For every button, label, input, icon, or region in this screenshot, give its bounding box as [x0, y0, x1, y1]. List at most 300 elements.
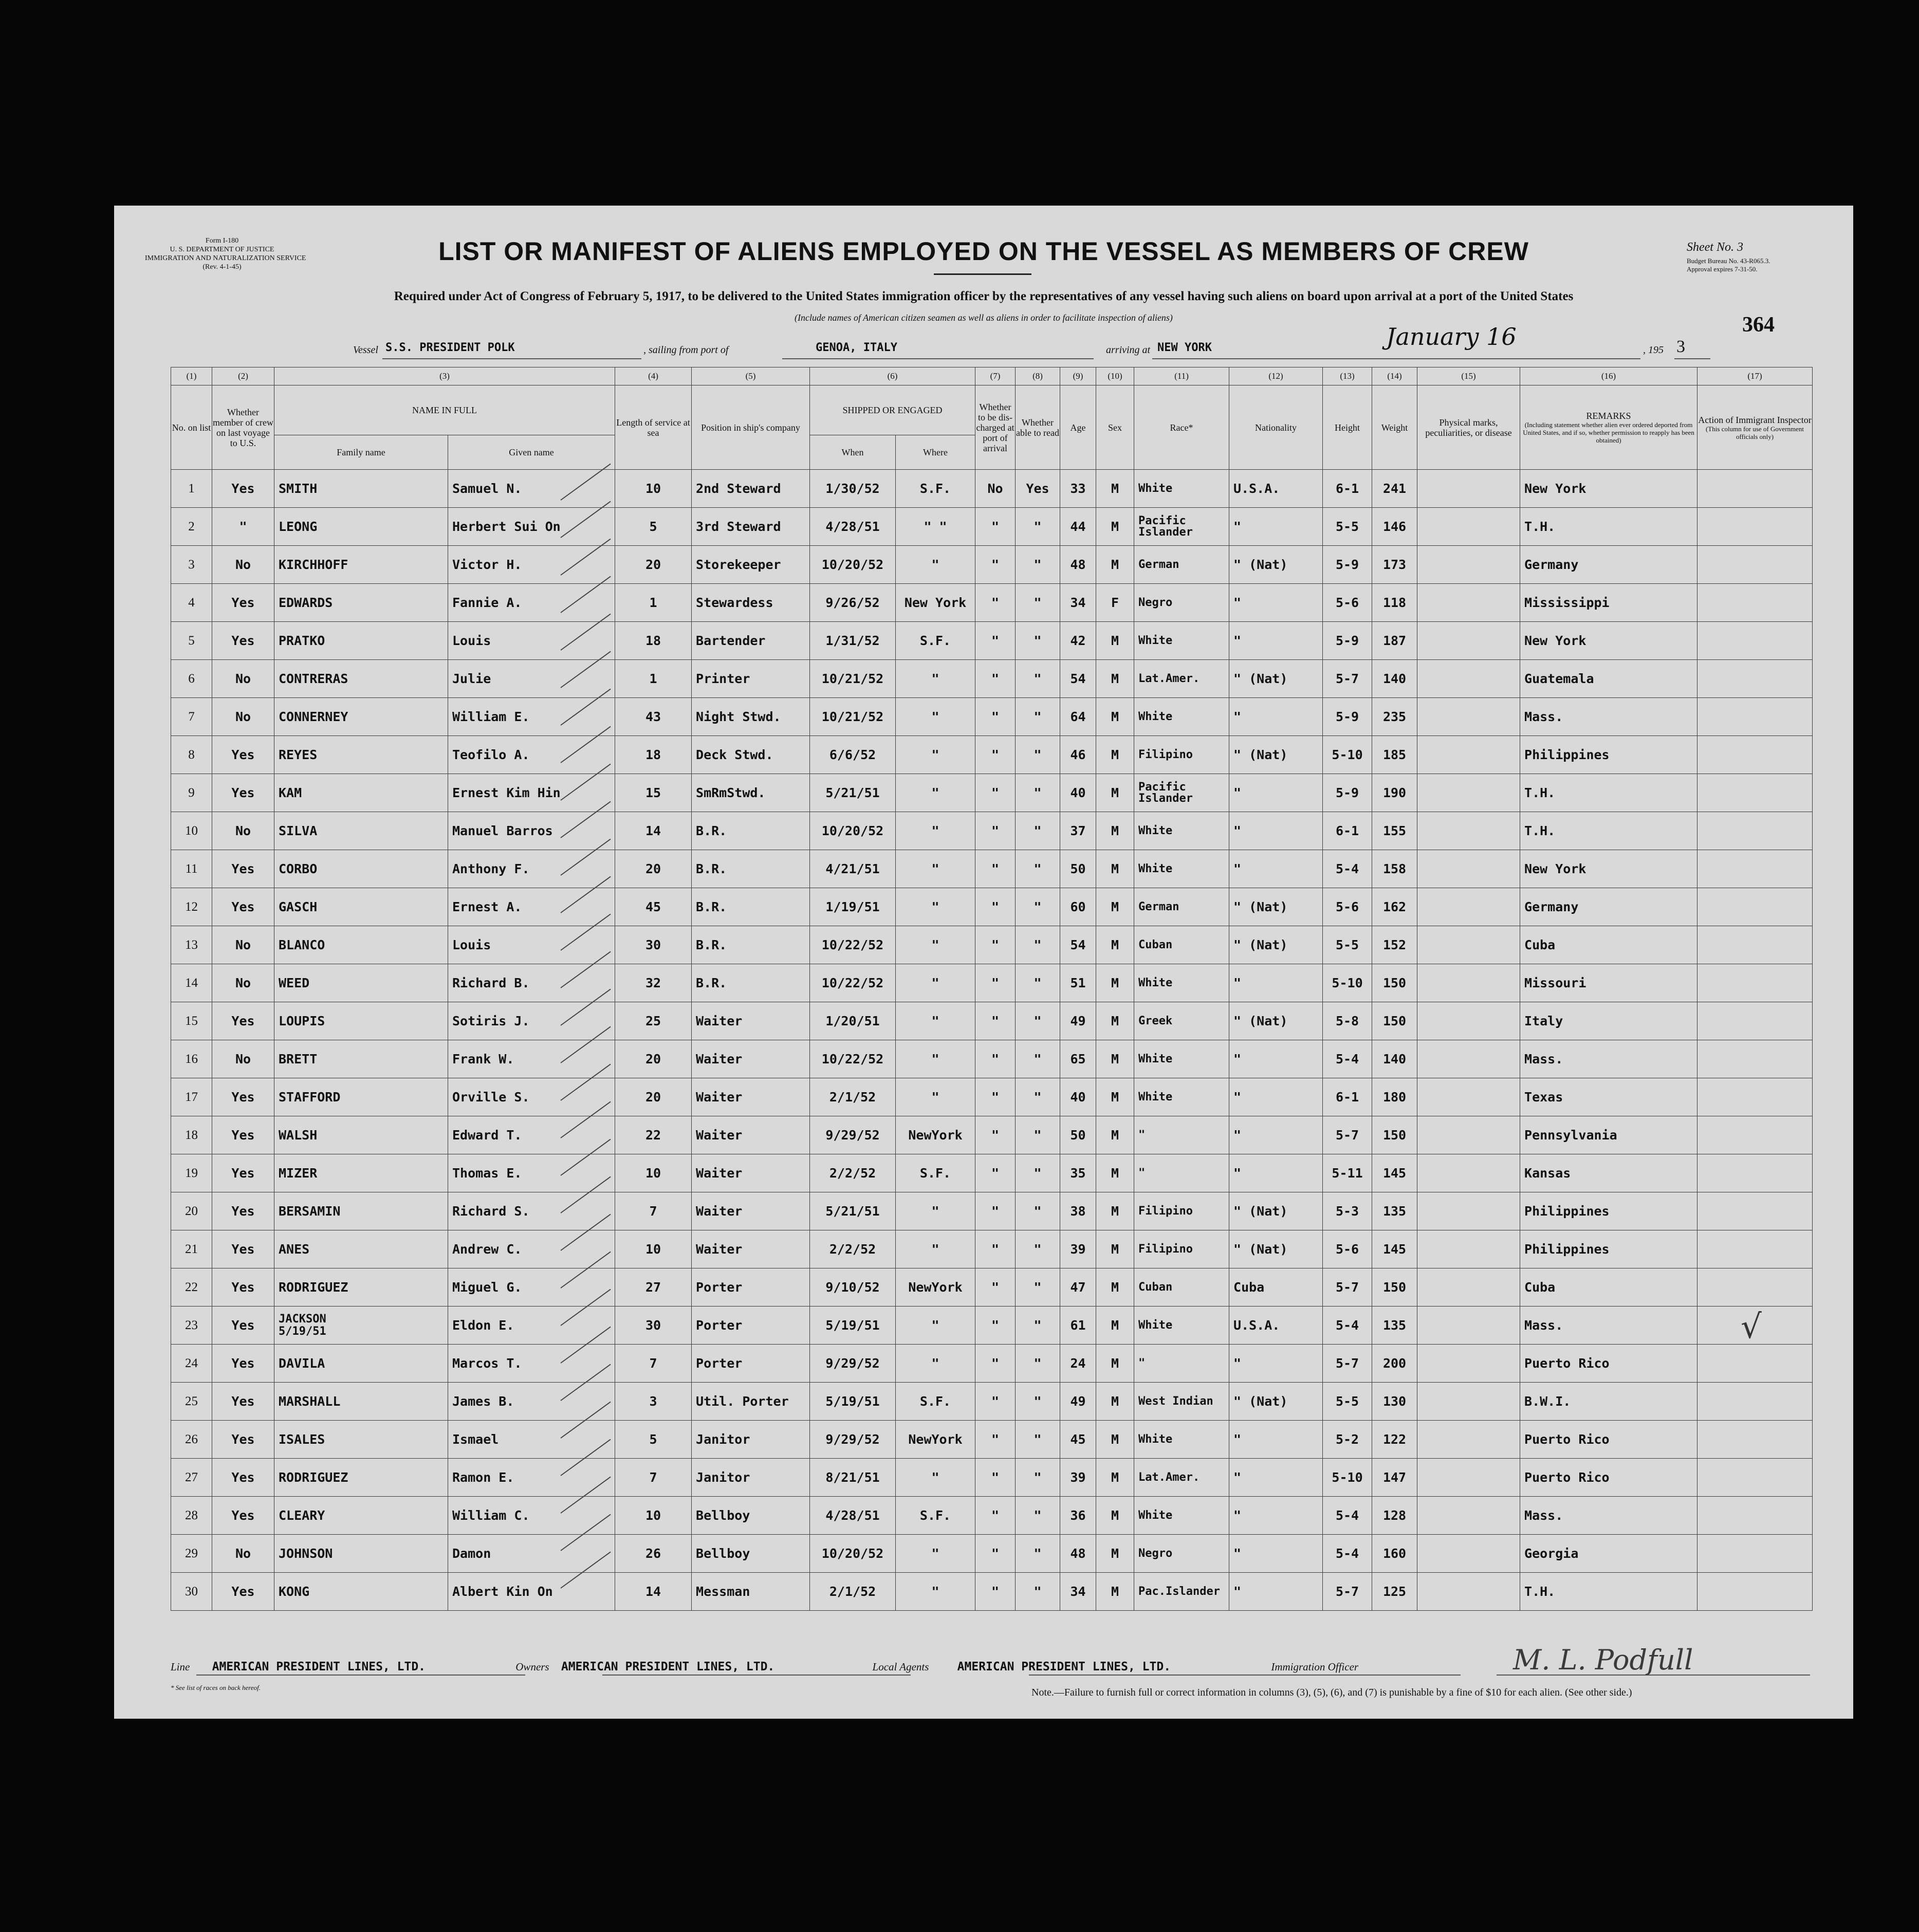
crew-manifest-table: [171, 367, 1813, 1611]
table-row: [171, 1192, 1813, 1230]
cell-nationality: " (Nat): [1229, 660, 1323, 698]
cell-able-to-read: ": [1016, 622, 1060, 660]
cell-given-name: Marcos T.: [448, 1345, 615, 1383]
cell-age: 65: [1060, 1040, 1096, 1078]
cell-given-name: Andrew C.: [448, 1230, 615, 1268]
cell-member-last-voyage: Yes: [212, 736, 274, 774]
cell-physical-marks: [1417, 812, 1520, 850]
cell-race: Filipino: [1134, 1192, 1229, 1230]
cell-remarks: Philippines: [1520, 1230, 1697, 1268]
cell-physical-marks: [1417, 1497, 1520, 1535]
cell-height: 5-2: [1323, 1421, 1372, 1459]
cell-shipped-where: ": [896, 812, 975, 850]
column-number-row: [171, 367, 1813, 385]
cell-weight: 140: [1372, 660, 1417, 698]
cell-length-of-service: 1: [615, 584, 692, 622]
cell-shipped-where: NewYork: [896, 1116, 975, 1154]
cell-member-last-voyage: Yes: [212, 1497, 274, 1535]
cell-height: 5-9: [1323, 546, 1372, 584]
table-row: [171, 1383, 1813, 1421]
cell-given-name: Louis: [448, 926, 615, 964]
cell-discharged: ": [975, 1307, 1016, 1345]
cell-shipped-where: ": [896, 1230, 975, 1268]
cell-discharged: ": [975, 1040, 1016, 1078]
cell-shipped-where: ": [896, 1078, 975, 1116]
cell-position: Messman: [692, 1573, 810, 1611]
cell-able-to-read: ": [1016, 1383, 1060, 1421]
cell-discharged: ": [975, 926, 1016, 964]
cell-position: B.R.: [692, 888, 810, 926]
cell-length-of-service: 20: [615, 1078, 692, 1116]
cell-family-name: KAM: [274, 774, 448, 812]
cell-member-last-voyage: Yes: [212, 1268, 274, 1307]
cell-weight: 150: [1372, 1268, 1417, 1307]
cell-discharged: No: [975, 470, 1016, 508]
cell-physical-marks: [1417, 1040, 1520, 1078]
cell-nationality: " (Nat): [1229, 888, 1323, 926]
cell-nationality: ": [1229, 584, 1323, 622]
cell-able-to-read: Yes: [1016, 470, 1060, 508]
cell-row-number: 6: [171, 660, 212, 698]
cell-row-number: 9: [171, 774, 212, 812]
cell-inspector-action: [1697, 888, 1813, 926]
cell-shipped-when: 1/19/51: [810, 888, 896, 926]
cell-shipped-where: S.F.: [896, 470, 975, 508]
cell-position: B.R.: [692, 850, 810, 888]
cell-race: Filipino: [1134, 1230, 1229, 1268]
cell-given-name: Orville S.: [448, 1078, 615, 1116]
cell-sex: M: [1096, 736, 1134, 774]
cell-sex: M: [1096, 1040, 1134, 1078]
table-row: [171, 964, 1813, 1002]
cell-member-last-voyage: No: [212, 698, 274, 736]
cell-position: Porter: [692, 1307, 810, 1345]
cell-discharged: ": [975, 850, 1016, 888]
header-remarks: [1520, 385, 1697, 470]
cell-sex: M: [1096, 1192, 1134, 1230]
table-row: [171, 1421, 1813, 1459]
cell-nationality: ": [1229, 1535, 1323, 1573]
cell-position: Waiter: [692, 1192, 810, 1230]
cell-race: White: [1134, 812, 1229, 850]
cell-length-of-service: 32: [615, 964, 692, 1002]
cell-sex: F: [1096, 584, 1134, 622]
cell-member-last-voyage: Yes: [212, 1421, 274, 1459]
table-row: [171, 584, 1813, 622]
cell-family-name: [274, 1307, 448, 1345]
cell-given-name: William C.: [448, 1497, 615, 1535]
cell-shipped-when: 10/20/52: [810, 812, 896, 850]
cell-shipped-where: ": [896, 1307, 975, 1345]
cell-length-of-service: 30: [615, 926, 692, 964]
cell-sex: M: [1096, 1421, 1134, 1459]
cell-nationality: " (Nat): [1229, 926, 1323, 964]
cell-row-number: 22: [171, 1268, 212, 1307]
cell-nationality: U.S.A.: [1229, 1307, 1323, 1345]
cell-sex: M: [1096, 622, 1134, 660]
cell-family-name: JOHNSON: [274, 1535, 448, 1573]
cell-height: 5-7: [1323, 1116, 1372, 1154]
cell-row-number: 17: [171, 1078, 212, 1116]
cell-inspector-action: [1697, 964, 1813, 1002]
cell-nationality: ": [1229, 964, 1323, 1002]
cell-length-of-service: 7: [615, 1192, 692, 1230]
cell-shipped-when: 10/20/52: [810, 546, 896, 584]
cell-sex: M: [1096, 812, 1134, 850]
form-identifier: Form I-180 U. S. DEPARTMENT OF JUSTICE IMMIGRATION AND NATURALIZATION SERVICE (Rev. 4-1-45): [145, 237, 306, 271]
cell-shipped-where: S.F.: [896, 1154, 975, 1192]
cell-family-name: MARSHALL: [274, 1383, 448, 1421]
page-title: LIST OR MANIFEST OF ALIENS EMPLOYED ON THE VESSEL AS MEMBERS OF CREW: [438, 237, 1529, 266]
cell-given-name: Julie: [448, 660, 615, 698]
cell-discharged: ": [975, 888, 1016, 926]
cell-height: 5-3: [1323, 1192, 1372, 1230]
cell-shipped-when: 1/20/51: [810, 1002, 896, 1040]
cell-position: Waiter: [692, 1002, 810, 1040]
cell-physical-marks: [1417, 850, 1520, 888]
cell-sex: M: [1096, 1268, 1134, 1307]
header-sex: Sex: [1096, 385, 1134, 470]
col-num: (14): [1372, 367, 1417, 385]
cell-shipped-when: 9/29/52: [810, 1421, 896, 1459]
cell-sex: M: [1096, 926, 1134, 964]
cell-shipped-where: S.F.: [896, 1383, 975, 1421]
sheet-label: Sheet No.: [1687, 241, 1734, 254]
cell-shipped-where: ": [896, 1573, 975, 1611]
cell-remarks: Puerto Rico: [1520, 1459, 1697, 1497]
cell-sex: M: [1096, 546, 1134, 584]
cell-row-number: 2: [171, 508, 212, 546]
cell-race: White: [1134, 1497, 1229, 1535]
cell-weight: 152: [1372, 926, 1417, 964]
cell-given-name: Fannie A.: [448, 584, 615, 622]
header-discharged: Whether to be dis-charged at port of arrival: [975, 385, 1016, 470]
cell-height: 5-4: [1323, 1497, 1372, 1535]
cell-position: Waiter: [692, 1078, 810, 1116]
table-row: [171, 1497, 1813, 1535]
header-shipped-engaged: SHIPPED OR ENGAGED: [810, 385, 975, 435]
cell-inspector-action: [1697, 850, 1813, 888]
cell-weight: 135: [1372, 1192, 1417, 1230]
cell-remarks: Kansas: [1520, 1154, 1697, 1192]
sailing-label: , sailing from port of: [643, 344, 729, 356]
cell-height: 6-1: [1323, 812, 1372, 850]
cell-shipped-where: ": [896, 546, 975, 584]
cell-length-of-service: 18: [615, 736, 692, 774]
cell-inspector-action: [1697, 470, 1813, 508]
cell-nationality: ": [1229, 1040, 1323, 1078]
cell-weight: 140: [1372, 1040, 1417, 1078]
cell-nationality: " (Nat): [1229, 736, 1323, 774]
table-row: [171, 850, 1813, 888]
cell-discharged: ": [975, 1230, 1016, 1268]
cell-able-to-read: ": [1016, 1573, 1060, 1611]
cell-remarks: Philippines: [1520, 1192, 1697, 1230]
cell-inspector-action: [1697, 1535, 1813, 1573]
table-row: [171, 1230, 1813, 1268]
cell-shipped-where: New York: [896, 584, 975, 622]
cell-race: Negro: [1134, 584, 1229, 622]
cell-sex: M: [1096, 1230, 1134, 1268]
cell-sex: M: [1096, 1002, 1134, 1040]
cell-weight: 118: [1372, 584, 1417, 622]
cell-age: 48: [1060, 1535, 1096, 1573]
table-row: [171, 736, 1813, 774]
cell-given-name: Teofilo A.: [448, 736, 615, 774]
cell-age: 64: [1060, 698, 1096, 736]
cell-sex: M: [1096, 1307, 1134, 1345]
cell-inspector-action: [1697, 698, 1813, 736]
cell-race: Greek: [1134, 1002, 1229, 1040]
year-label: , 195: [1643, 344, 1664, 356]
line-label: Line: [171, 1661, 190, 1673]
cell-able-to-read: ": [1016, 1497, 1060, 1535]
cell-height: 5-4: [1323, 850, 1372, 888]
cell-given-name: William E.: [448, 698, 615, 736]
cell-height: 5-4: [1323, 1307, 1372, 1345]
check-mark-icon: √: [1741, 1308, 1762, 1346]
cell-physical-marks: [1417, 1345, 1520, 1383]
agents-value: AMERICAN PRESIDENT LINES, LTD.: [957, 1660, 1171, 1673]
cell-able-to-read: ": [1016, 1459, 1060, 1497]
cell-physical-marks: [1417, 774, 1520, 812]
cell-discharged: ": [975, 1459, 1016, 1497]
cell-age: 35: [1060, 1154, 1096, 1192]
cell-shipped-where: ": [896, 660, 975, 698]
cell-discharged: ": [975, 622, 1016, 660]
cell-inspector-action: [1697, 1078, 1813, 1116]
cell-member-last-voyage: Yes: [212, 1002, 274, 1040]
table-row: [171, 622, 1813, 660]
cell-physical-marks: [1417, 660, 1520, 698]
table-row: [171, 1573, 1813, 1611]
arriving-port: NEW YORK: [1157, 341, 1212, 354]
cell-shipped-when: 10/22/52: [810, 926, 896, 964]
cell-row-number: 29: [171, 1535, 212, 1573]
action-title: Action of Immigrant Inspector: [1698, 414, 1812, 425]
cell-remarks: Puerto Rico: [1520, 1421, 1697, 1459]
table-row: [171, 1307, 1813, 1345]
cell-age: 44: [1060, 508, 1096, 546]
subtitle: Required under Act of Congress of February 5, 1917, to be delivered to the United States immigration officer by the representatives of any vessel having such aliens on board upon arrival at a port of the United States: [394, 289, 1574, 303]
line-value: AMERICAN PRESIDENT LINES, LTD.: [212, 1660, 426, 1673]
cell-sex: M: [1096, 1459, 1134, 1497]
cell-family-name: REYES: [274, 736, 448, 774]
cell-member-last-voyage: Yes: [212, 1459, 274, 1497]
cell-remarks: T.H.: [1520, 774, 1697, 812]
cell-sex: M: [1096, 1497, 1134, 1535]
cell-shipped-when: 5/19/51: [810, 1383, 896, 1421]
cell-age: 42: [1060, 622, 1096, 660]
cell-shipped-where: ": [896, 1535, 975, 1573]
cell-nationality: ": [1229, 1154, 1323, 1192]
cell-family-name: CONTRERAS: [274, 660, 448, 698]
cell-age: 48: [1060, 546, 1096, 584]
cell-length-of-service: 27: [615, 1268, 692, 1307]
cell-length-of-service: 25: [615, 1002, 692, 1040]
cell-height: 5-11: [1323, 1154, 1372, 1192]
cell-family-name: SILVA: [274, 812, 448, 850]
cell-physical-marks: [1417, 888, 1520, 926]
cell-discharged: ": [975, 546, 1016, 584]
cell-member-last-voyage: ": [212, 508, 274, 546]
cell-given-name: Richard S.: [448, 1192, 615, 1230]
table-row: [171, 1268, 1813, 1307]
cell-weight: 200: [1372, 1345, 1417, 1383]
cell-nationality: ": [1229, 1345, 1323, 1383]
cell-shipped-where: ": [896, 1040, 975, 1078]
cell-able-to-read: ": [1016, 1535, 1060, 1573]
cell-discharged: ": [975, 812, 1016, 850]
officer-label: Immigration Officer: [1271, 1661, 1359, 1673]
cell-inspector-action: [1697, 1573, 1813, 1611]
cell-age: 49: [1060, 1002, 1096, 1040]
cell-position: Storekeeper: [692, 546, 810, 584]
cell-age: 61: [1060, 1307, 1096, 1345]
cell-shipped-where: ": [896, 1345, 975, 1383]
cell-position: B.R.: [692, 812, 810, 850]
cell-family-name: ISALES: [274, 1421, 448, 1459]
cell-height: 5-10: [1323, 736, 1372, 774]
cell-weight: 185: [1372, 736, 1417, 774]
cell-inspector-action: [1697, 546, 1813, 584]
cell-height: 6-1: [1323, 470, 1372, 508]
cell-position: Night Stwd.: [692, 698, 810, 736]
cell-nationality: ": [1229, 1078, 1323, 1116]
cell-length-of-service: 30: [615, 1307, 692, 1345]
cell-sex: M: [1096, 1078, 1134, 1116]
cell-family-name: WEED: [274, 964, 448, 1002]
cell-age: 24: [1060, 1345, 1096, 1383]
cell-shipped-when: 4/28/51: [810, 1497, 896, 1535]
cell-weight: 180: [1372, 1078, 1417, 1116]
cell-discharged: ": [975, 698, 1016, 736]
cell-position: Stewardess: [692, 584, 810, 622]
table-row: [171, 508, 1813, 546]
officer-signature: M. L. Podfull: [1513, 1644, 1693, 1676]
cell-position: Util. Porter: [692, 1383, 810, 1421]
cell-sex: M: [1096, 470, 1134, 508]
cell-inspector-action: [1697, 774, 1813, 812]
header-physical-marks: Physical marks, peculiarities, or disease: [1417, 385, 1520, 470]
table-row: [171, 774, 1813, 812]
cell-inspector-action: [1697, 1154, 1813, 1192]
cell-shipped-where: ": [896, 1002, 975, 1040]
cell-able-to-read: ": [1016, 1002, 1060, 1040]
cell-race: ": [1134, 1116, 1229, 1154]
cell-family-name: RODRIGUEZ: [274, 1459, 448, 1497]
cell-family-name: GASCH: [274, 888, 448, 926]
cell-row-number: 12: [171, 888, 212, 926]
cell-length-of-service: 20: [615, 546, 692, 584]
cell-height: 5-10: [1323, 1459, 1372, 1497]
cell-age: 39: [1060, 1230, 1096, 1268]
cell-position: Deck Stwd.: [692, 736, 810, 774]
cell-inspector-action: [1697, 1421, 1813, 1459]
cell-age: 37: [1060, 812, 1096, 850]
cell-age: 49: [1060, 1383, 1096, 1421]
stamp-number: 364: [1742, 313, 1775, 337]
cell-nationality: ": [1229, 698, 1323, 736]
cell-shipped-when: 10/20/52: [810, 1535, 896, 1573]
cell-shipped-when: 2/1/52: [810, 1078, 896, 1116]
cell-physical-marks: [1417, 1573, 1520, 1611]
manifest-sheet: [114, 206, 1853, 1719]
cell-shipped-where: S.F.: [896, 1497, 975, 1535]
cell-family-name: BLANCO: [274, 926, 448, 964]
title-rule: [934, 273, 1031, 275]
header-where: Where: [896, 435, 975, 470]
cell-remarks: Germany: [1520, 888, 1697, 926]
cell-shipped-where: ": [896, 698, 975, 736]
cell-height: 5-9: [1323, 698, 1372, 736]
cell-height: 5-4: [1323, 1535, 1372, 1573]
cell-sex: M: [1096, 888, 1134, 926]
cell-position: Bartender: [692, 622, 810, 660]
cell-member-last-voyage: Yes: [212, 888, 274, 926]
cell-nationality: ": [1229, 1116, 1323, 1154]
cell-sex: M: [1096, 1535, 1134, 1573]
cell-member-last-voyage: Yes: [212, 1116, 274, 1154]
cell-weight: 146: [1372, 508, 1417, 546]
cell-able-to-read: ": [1016, 584, 1060, 622]
cell-physical-marks: [1417, 1268, 1520, 1307]
cell-race: German: [1134, 546, 1229, 584]
col-num: (6): [810, 367, 975, 385]
cell-family-name: SMITH: [274, 470, 448, 508]
cell-shipped-when: 4/21/51: [810, 850, 896, 888]
cell-inspector-action: [1697, 1383, 1813, 1421]
cell-row-number: 13: [171, 926, 212, 964]
cell-race: Negro: [1134, 1535, 1229, 1573]
cell-discharged: ": [975, 1078, 1016, 1116]
cell-inspector-action: [1697, 736, 1813, 774]
cell-weight: 155: [1372, 812, 1417, 850]
header-no-on-list: No. on list: [171, 385, 212, 470]
cell-discharged: ": [975, 1116, 1016, 1154]
cell-inspector-action: [1697, 660, 1813, 698]
cell-nationality: ": [1229, 774, 1323, 812]
cell-physical-marks: [1417, 736, 1520, 774]
cell-age: 47: [1060, 1268, 1096, 1307]
cell-weight: 187: [1372, 622, 1417, 660]
cell-remarks: Mass.: [1520, 1040, 1697, 1078]
cell-height: 6-1: [1323, 1078, 1372, 1116]
cell-family-name: PRATKO: [274, 622, 448, 660]
cell-sex: M: [1096, 1573, 1134, 1611]
cell-height: 5-7: [1323, 660, 1372, 698]
cell-sex: M: [1096, 1345, 1134, 1383]
cell-age: 45: [1060, 1421, 1096, 1459]
cell-length-of-service: 10: [615, 1230, 692, 1268]
cell-physical-marks: [1417, 1002, 1520, 1040]
cell-weight: 162: [1372, 888, 1417, 926]
cell-member-last-voyage: Yes: [212, 1345, 274, 1383]
cell-physical-marks: [1417, 584, 1520, 622]
cell-length-of-service: 26: [615, 1535, 692, 1573]
cell-length-of-service: 5: [615, 1421, 692, 1459]
cell-nationality: ": [1229, 1573, 1323, 1611]
cell-sex: M: [1096, 850, 1134, 888]
owners-value: AMERICAN PRESIDENT LINES, LTD.: [561, 1660, 775, 1673]
header-name-in-full: NAME IN FULL: [274, 385, 615, 435]
header-when: When: [810, 435, 896, 470]
cell-able-to-read: ": [1016, 1307, 1060, 1345]
cell-discharged: ": [975, 1002, 1016, 1040]
cell-shipped-when: 6/6/52: [810, 736, 896, 774]
cell-remarks: Mississippi: [1520, 584, 1697, 622]
cell-nationality: " (Nat): [1229, 1002, 1323, 1040]
